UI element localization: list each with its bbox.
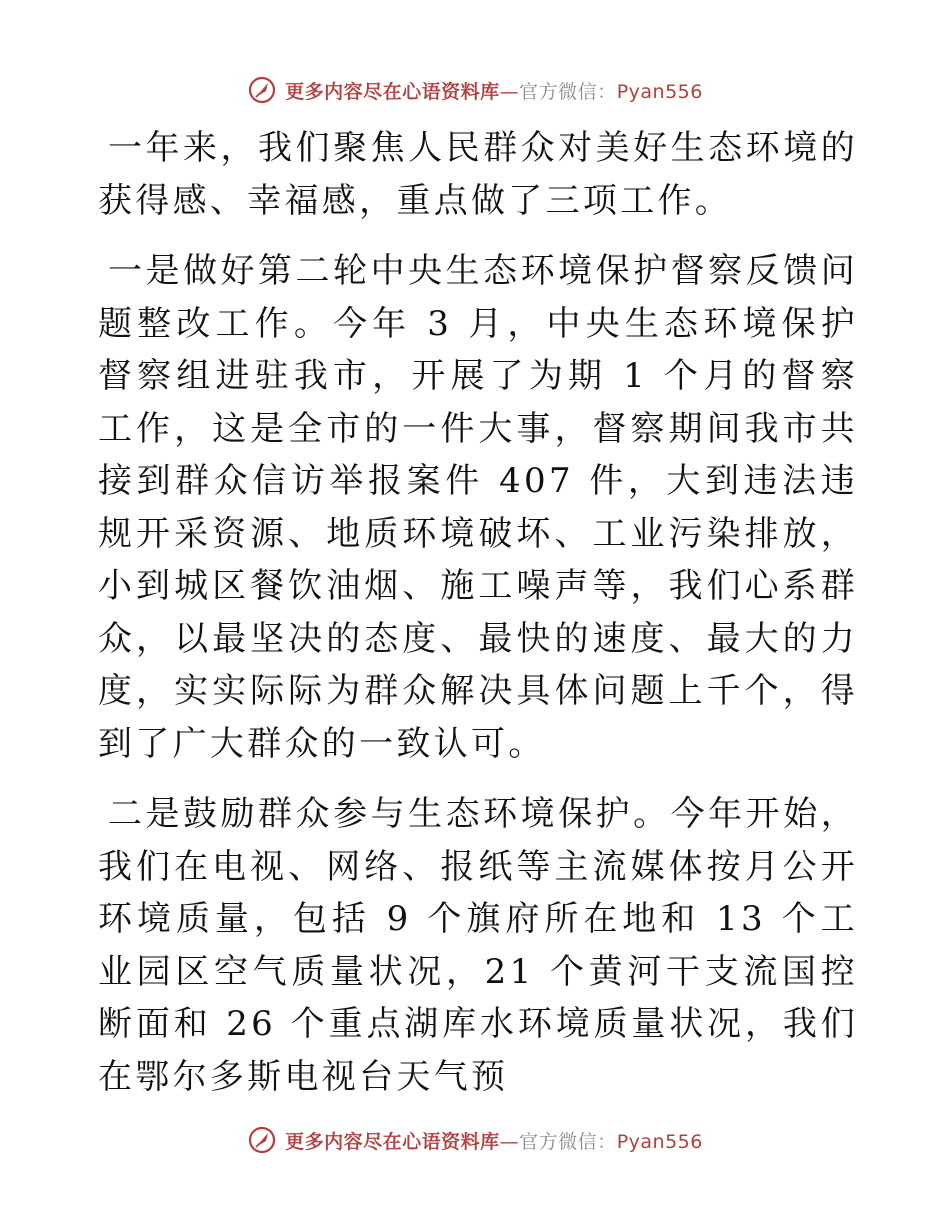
footer-site-text: 更多内容尽在心语资料库 <box>285 1130 500 1153</box>
footer-wechat-id: Pyan556 <box>616 1130 703 1153</box>
footer-separator: — <box>499 1130 520 1153</box>
header-wechat-id: Pyan556 <box>616 80 703 103</box>
footer-banner-text <box>285 1127 703 1154</box>
header-watermark-banner <box>0 70 950 110</box>
footer-wechat-label: 官方微信： <box>519 1130 617 1153</box>
footer-watermark-banner <box>0 1120 950 1160</box>
header-wechat-label: 官方微信： <box>519 80 617 103</box>
header-site-text: 更多内容尽在心语资料库 <box>285 80 500 103</box>
header-banner-text <box>285 77 703 104</box>
document-body <box>98 122 858 1121</box>
header-separator: — <box>499 80 520 103</box>
paragraph-item-one: 一是做好第二轮中央生态环境保护督察反馈问题整改工作。今年 3 月，中央生态环境保护督察组进驻我市，开展了为期 1 个月的督察工作，这是全市的一件大事，督察期间我市共接到群众信访举报案件 407 件，大到违法违规开采资源、地质环境破坏、工业污染排放，小到城区餐饮油烟、施工噪声等，我们心系群众，以最坚决的态度、最快的速度、最大的力度，实实际际为群众解决具体问题上千个，得到了广大群众的一致认可。 <box>98 251 858 764</box>
feather-pen-logo-icon <box>247 1125 277 1155</box>
paragraph-intro: 一年来，我们聚焦人民群众对美好生态环境的获得感、幸福感，重点做了三项工作。 <box>98 128 858 221</box>
paragraph-item-two: 二是鼓励群众参与生态环境保护。今年开始，我们在电视、网络、报纸等主流媒体按月公开环境质量，包括 9 个旗府所在地和 13 个工业园区空气质量状况，21 个黄河干支流国控断面和 26 个重点湖库水环境质量状况，我们在鄂尔多斯电视台天气预 <box>98 794 858 1097</box>
feather-pen-logo-icon <box>247 75 277 105</box>
